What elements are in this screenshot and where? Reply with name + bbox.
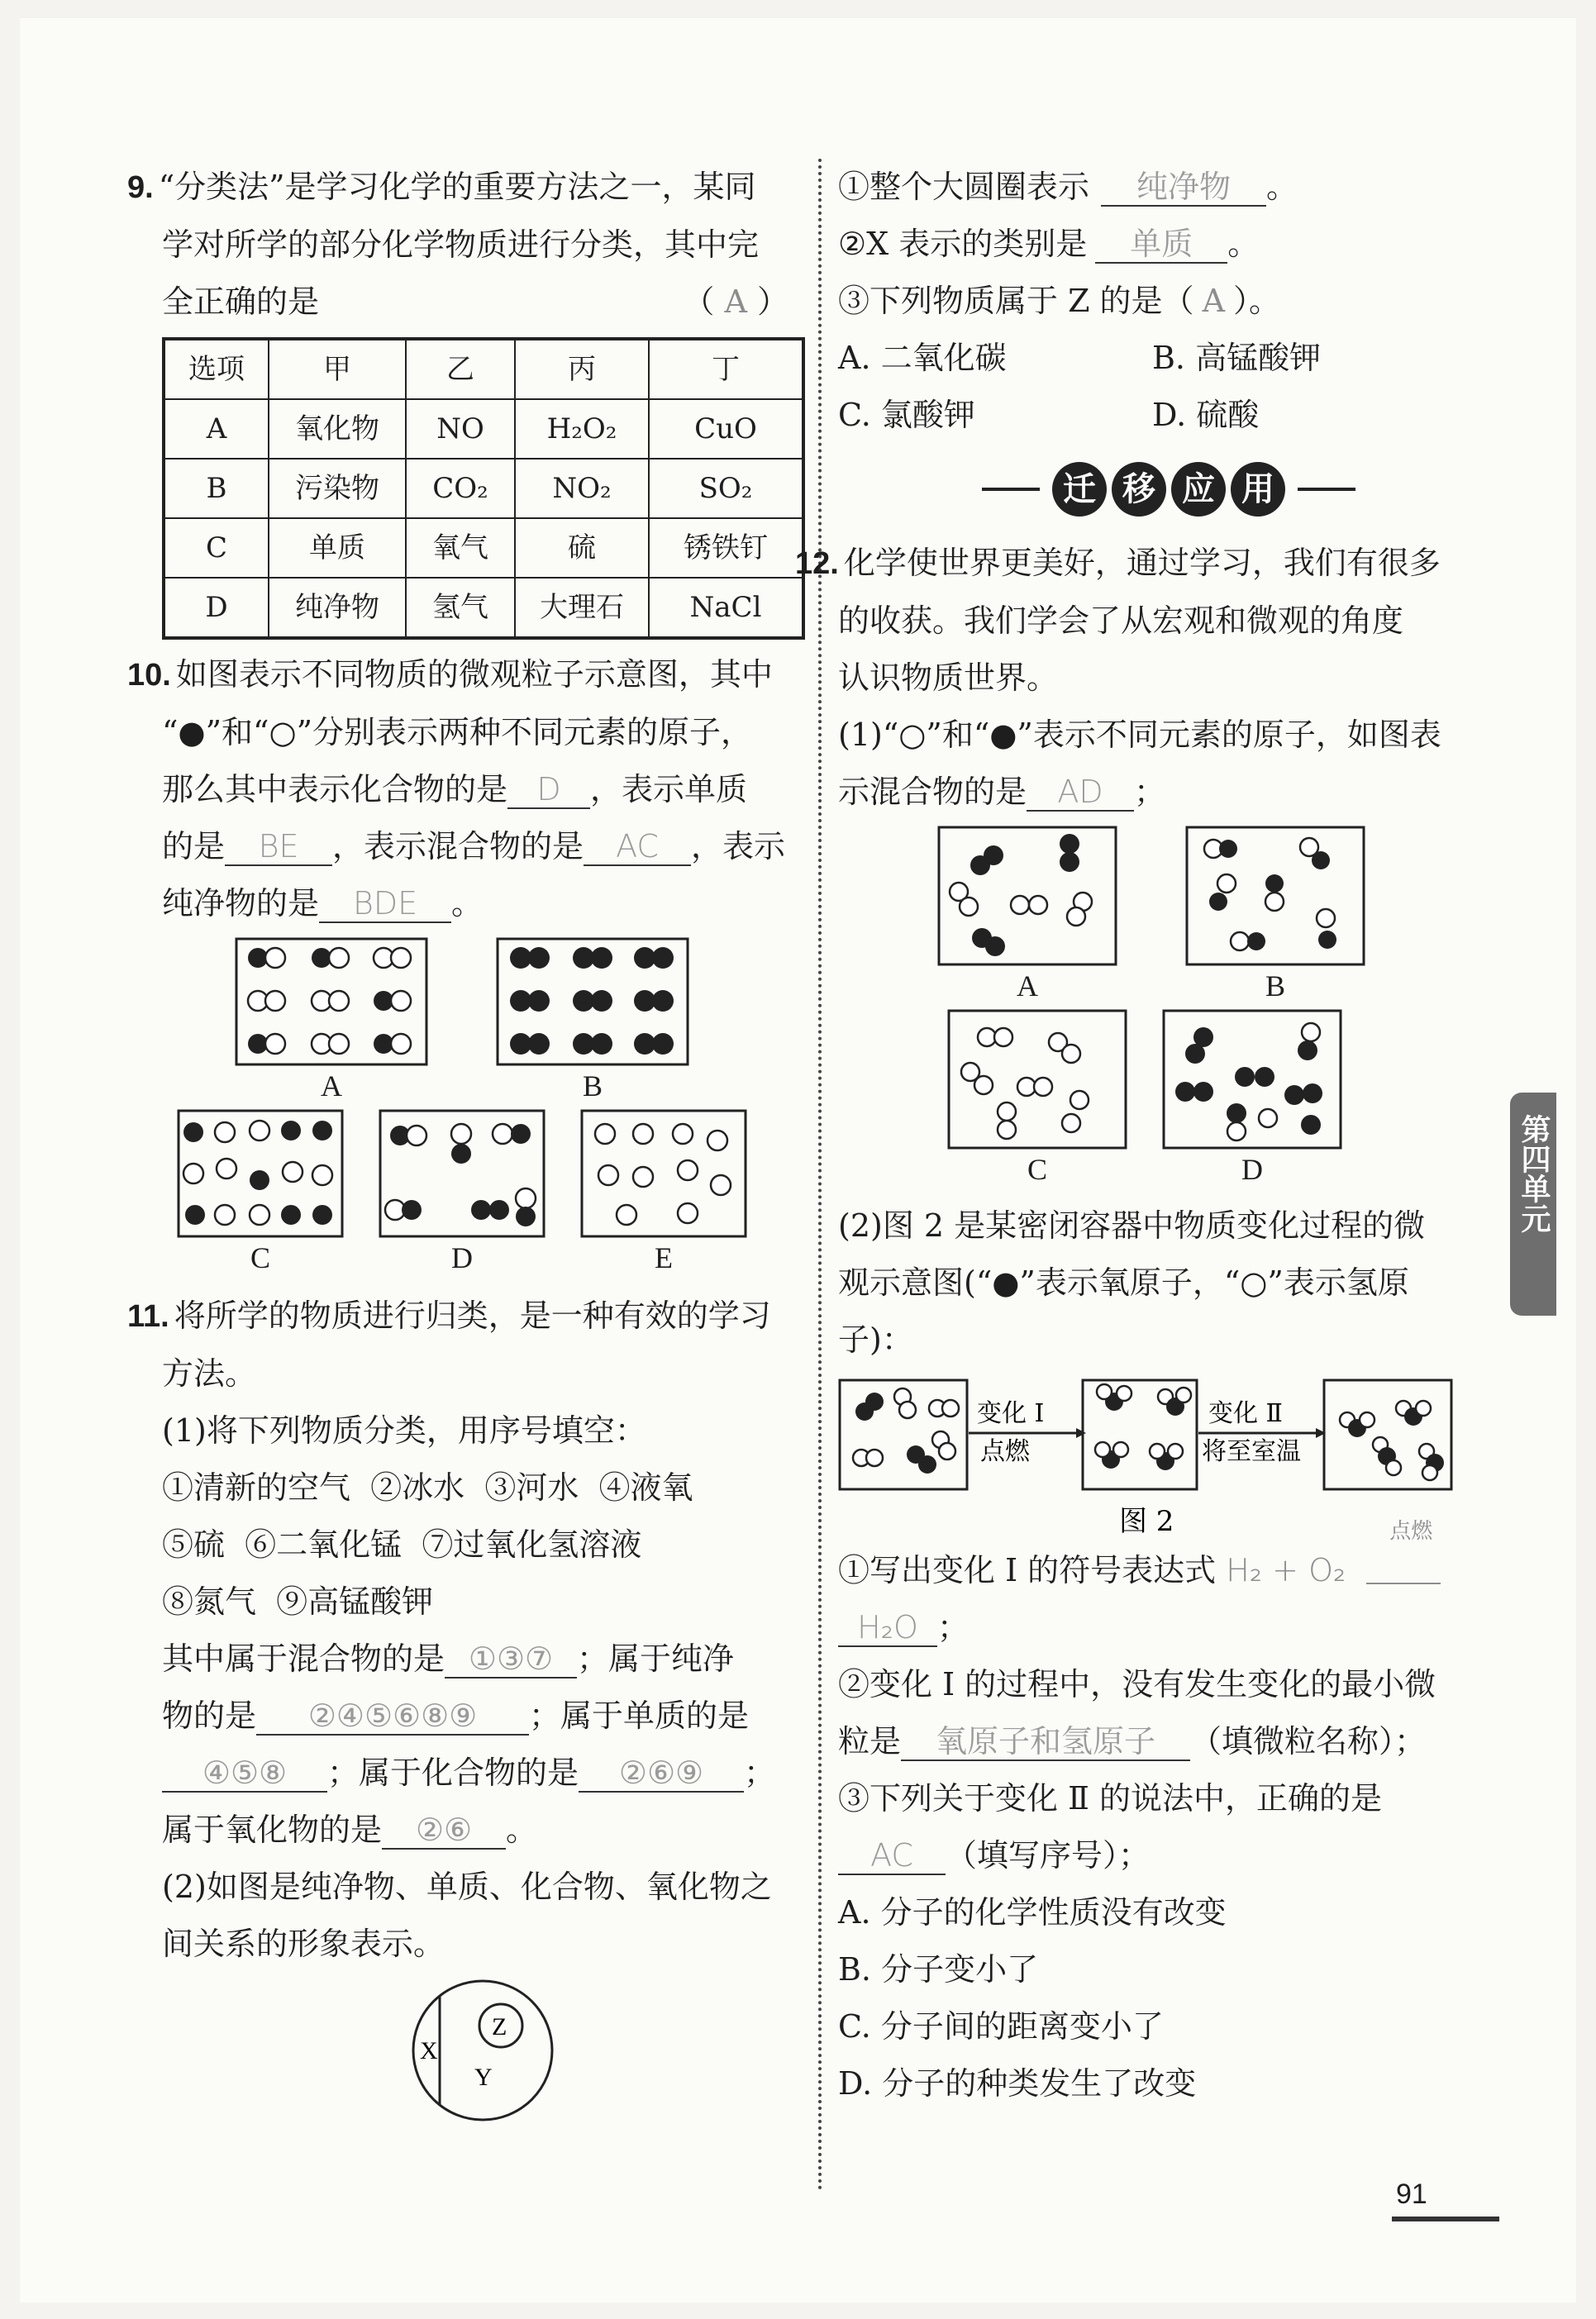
q11-line2: 方法。 (162, 1355, 257, 1392)
q11-pure-line: 物的是 ②④⑤⑥⑧⑨ ；属于单质的是 (162, 1698, 750, 1734)
q12-part2c: 子)： (838, 1321, 913, 1358)
q12-part2b: 观示意图(“●”表示氧原子，“○”表示氢原 (838, 1264, 1409, 1301)
q12-item2b: 粒是 氧原子和氢原子 （填微粒名称）； (838, 1723, 1427, 1759)
q9-line3: 全正确的是 （ A ） (127, 274, 805, 331)
q11-answer-circle: 纯净物 (1101, 169, 1266, 207)
q11-element-line: ④⑤⑧ ；属于化合物的是 ②⑥⑨ ； (127, 1745, 805, 1802)
q12-part2a: (2)图 2 是某密闭容器中物质变化过程的微 (838, 1207, 1426, 1244)
table-row: C 单质 氧气 硫 锈铁钉 (164, 518, 803, 578)
textbook-page (20, 18, 1576, 2302)
particle-box-A (937, 826, 1117, 966)
q11-substances1: ①清新的空气 ②冰水 ③河水 ④液氧 (162, 1469, 693, 1506)
q11-part2b: 间关系的形象表示。 (162, 1926, 445, 1962)
q12-answer-particle: 氧原子和氢原子 (901, 1723, 1190, 1761)
q12-item1: ①写出变化 Ⅰ 的符号表达式 H₂ + O₂ 点燃 (838, 1542, 1499, 1599)
q11-answer-compound: ②⑥⑨ (579, 1755, 744, 1793)
q11-r3: ③下列物质属于 Z 的是（ A ）。 (838, 283, 1281, 319)
q9-number: 9. (127, 170, 154, 205)
q11-answer-x: 单质 (1095, 226, 1227, 264)
equation-arrow: H₂ + O₂ 点燃 (1226, 1542, 1441, 1599)
q10-box-C: C (177, 1109, 344, 1278)
q12-item1-product: H₂O ； (838, 1599, 1499, 1656)
q12-figure-row1 (937, 826, 1499, 1006)
q12-box-A: A (937, 826, 1117, 1006)
table-row: A 氧化物 NO H₂O₂ CuO (164, 399, 803, 459)
q12-line1: 12. 化学使世界更美好，通过学习，我们有很多 (795, 545, 1441, 581)
particle-box-E (580, 1109, 747, 1238)
change2-condition: 将至室温 (1202, 1437, 1301, 1466)
particle-box-D (1162, 1009, 1342, 1150)
q11-oxide-line: 属于氧化物的是 ②⑥ 。 (162, 1812, 538, 1848)
q9-line2: 学对所学的部分化学物质进行分类，其中完 (162, 226, 760, 263)
q10-line2: “●”和“○”分别表示两种不同元素的原子， (162, 714, 753, 750)
particle-box-B (1185, 826, 1365, 966)
q12-item3b: AC （填写序号）； (838, 1827, 1499, 1884)
venn-diagram (408, 1976, 805, 2143)
q10-answer-mixture: AC (584, 828, 691, 866)
q11-options-1: A. 二氧化碳 B. 高锰酸钾 (838, 340, 1322, 376)
q11-options-2: C. 氯酸钾 D. 硫酸 (838, 397, 1260, 433)
reaction-diagram (838, 1374, 1491, 1539)
q11-r1: ①整个大圆圈表示 纯净物 。 (838, 169, 1298, 205)
q11-part1: (1)将下列物质分类，用序号填空： (162, 1412, 646, 1449)
page-number-rule (1392, 2217, 1499, 2221)
q11-answer-z: A (1202, 283, 1226, 319)
q11-answer-mixture: ①③⑦ (445, 1640, 577, 1679)
q10-line1: 10. 如图表示不同物质的微观粒子示意图，其中 (127, 656, 773, 693)
q12-line3: 认识物质世界。 (838, 660, 1059, 696)
q10-answer-compound: D (507, 771, 590, 809)
q10-box-D: D (379, 1109, 545, 1278)
q12-option-D: D. 分子的种类发生了改变 (838, 2065, 1197, 2102)
q12-answer-product: H₂O (838, 1609, 937, 1647)
q11-mixture-line: 其中属于混合物的是 ①③⑦ ；属于纯净 (162, 1640, 735, 1677)
right-column (795, 159, 1499, 2112)
left-column (127, 159, 805, 2143)
molecules (248, 948, 411, 1054)
section-banner: 迁 移 应 用 (838, 452, 1499, 526)
q10-box-A: A (235, 937, 428, 1106)
q9-table (162, 337, 805, 640)
q12-box-C: C (947, 1009, 1127, 1189)
q11-answer-element: ④⑤⑧ (162, 1755, 327, 1793)
q11-answer-oxide: ②⑥ (382, 1812, 506, 1850)
q12-option-B: B. 分子变小了 (838, 1951, 1039, 1988)
q10-answer-pure: BDE (319, 885, 451, 923)
q12-line2: 的收获。我们学会了从宏观和微观的角度 (838, 602, 1404, 639)
q12-option-A: A. 分子的化学性质没有改变 (838, 1894, 1227, 1931)
change2-label: 变化 Ⅱ (1208, 1399, 1283, 1428)
q12-part1: (1)“○”和“●”表示不同元素的原子，如图表 (838, 717, 1441, 753)
q11-r2: ②X 表示的类别是 单质 。 (838, 226, 1260, 262)
q10-line4: 的是 BE ，表示混合物的是 AC ，表示 (162, 828, 786, 864)
q12-box-D: D (1162, 1009, 1342, 1189)
venn-circles (408, 1976, 557, 2125)
page-number: 91 (1396, 2179, 1427, 2210)
particle-box-D (379, 1109, 545, 1238)
venn-label-y: Y (474, 2064, 493, 2091)
venn-label-x: X (420, 2037, 438, 2064)
particle-box-B (496, 937, 689, 1066)
q12-answer-change2: AC (838, 1837, 946, 1875)
column-divider (818, 159, 822, 2192)
unit-tab: 第四单元 (1510, 1093, 1556, 1316)
particle-box-C (177, 1109, 344, 1238)
venn-label-z: Z (492, 2013, 507, 2040)
q10-figure-row2 (177, 1109, 805, 1278)
q12-item3a: ③下列关于变化 Ⅱ 的说法中，正确的是 (838, 1780, 1382, 1817)
q11-line1: 11. 将所学的物质进行归类，是一种有效的学习 (127, 1298, 771, 1334)
change1-condition: 点燃 (980, 1437, 1030, 1466)
q9-answer-paren: （ A ） (683, 283, 788, 320)
q12-box-B: B (1185, 826, 1365, 1006)
q11-answer-pure: ②④⑤⑥⑧⑨ (256, 1698, 529, 1736)
figure-2 (838, 1374, 1499, 1539)
q12-part1b: 示混合物的是 AD ； (838, 774, 1166, 810)
q12-figure-row2 (947, 1009, 1499, 1189)
q10-line5: 纯净物的是 BDE 。 (162, 885, 484, 921)
q10-answer-element: BE (225, 828, 332, 866)
q12-item2a: ②变化 Ⅰ 的过程中，没有发生变化的最小微 (838, 1666, 1436, 1702)
q10-box-B: B (496, 937, 689, 1106)
table-header-row: 选项 甲 乙 丙 丁 (164, 339, 803, 399)
q10-line3: 那么其中表示化合物的是 D ，表示单质 (162, 771, 748, 807)
q10-figure-row1 (235, 937, 805, 1106)
q9-line1: 9. “分类法”是学习化学的重要方法之一，某同 (127, 169, 756, 205)
particle-box-C (947, 1009, 1127, 1150)
q11-part2: (2)如图是纯净物、单质、化合物、氧化物之 (162, 1869, 772, 1905)
figure-caption: 图 2 (1119, 1505, 1174, 1538)
q11-substances2: ⑤硫 ⑥二氧化锰 ⑦过氧化氢溶液 (162, 1526, 642, 1563)
particle-box-A (235, 937, 428, 1066)
q11-substances3: ⑧氮气 ⑨高锰酸钾 (162, 1583, 434, 1620)
q12-answer-mixture: AD (1027, 774, 1134, 812)
table-row: D 纯净物 氢气 大理石 NaCl (164, 578, 803, 638)
change1-label: 变化 Ⅰ (977, 1399, 1045, 1428)
q12-option-C: C. 分子间的距离变小了 (838, 2008, 1164, 2045)
q10-box-E: E (580, 1109, 747, 1278)
table-row: B 污染物 CO₂ NO₂ SO₂ (164, 459, 803, 518)
